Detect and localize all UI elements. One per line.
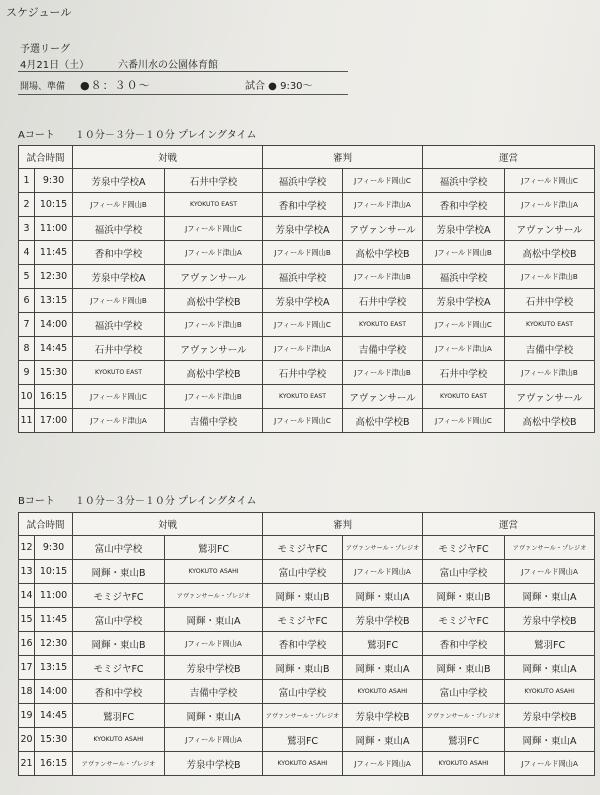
court-a-heading: Aコート １０分－３分－１０分 プレイングタイム bbox=[18, 130, 257, 141]
cell-team1: 石井中学校 bbox=[73, 337, 165, 361]
cell-op2: Jフィールド岡山C bbox=[505, 169, 595, 193]
cell-no: 12 bbox=[19, 536, 35, 560]
cell-ref2: Jフィールド津山B bbox=[343, 265, 423, 289]
cell-op1: モミジヤFC bbox=[423, 536, 505, 560]
cell-op1: Jフィールド岡山B bbox=[423, 241, 505, 265]
cell-time: 11:00 bbox=[35, 217, 73, 241]
table-row bbox=[19, 337, 595, 361]
cell-op2: アヴァンサール bbox=[505, 217, 595, 241]
cell-op2: Jフィールド津山B bbox=[505, 265, 595, 289]
cell-no: 7 bbox=[19, 313, 35, 337]
match-start-time: 試合 ● 9:30～ bbox=[245, 81, 313, 92]
cell-op1: 富山中学校 bbox=[423, 680, 505, 704]
cell-team1: 福浜中学校 bbox=[73, 217, 165, 241]
cell-no: 6 bbox=[19, 289, 35, 313]
cell-ref2: アヴァンサール bbox=[343, 217, 423, 241]
cell-no: 20 bbox=[19, 728, 35, 752]
header-time: 試合時間 bbox=[19, 513, 73, 536]
cell-no: 16 bbox=[19, 632, 35, 656]
cell-no: 3 bbox=[19, 217, 35, 241]
cell-op2: Jフィールド津山B bbox=[505, 361, 595, 385]
cell-time: 10:15 bbox=[35, 193, 73, 217]
cell-time: 15:30 bbox=[35, 361, 73, 385]
cell-team1: Jフィールド岡山B bbox=[73, 289, 165, 313]
table-row bbox=[19, 361, 595, 385]
cell-no: 21 bbox=[19, 752, 35, 776]
cell-op1: 香和中学校 bbox=[423, 632, 505, 656]
cell-time: 14:00 bbox=[35, 313, 73, 337]
header-match: 対戦 bbox=[73, 513, 263, 536]
cell-team2: 高松中学校B bbox=[165, 361, 263, 385]
cell-op1: 鷲羽FC bbox=[423, 728, 505, 752]
cell-time: 16:15 bbox=[35, 752, 73, 776]
cell-op1: 石井中学校 bbox=[423, 361, 505, 385]
cell-team2: アヴァンサール・プレジオ bbox=[165, 584, 263, 608]
league-label: 予選リーグ bbox=[20, 44, 70, 55]
court-b-heading: Bコート １０分－３分－１０分 プレイングタイム bbox=[18, 496, 257, 507]
cell-op1: アヴァンサール・プレジオ bbox=[423, 704, 505, 728]
cell-no: 1 bbox=[19, 169, 35, 193]
header-match: 対戦 bbox=[73, 146, 263, 169]
cell-no: 19 bbox=[19, 704, 35, 728]
cell-ref2: Jフィールド岡山A bbox=[343, 752, 423, 776]
cell-team2: Jフィールド岡山A bbox=[165, 632, 263, 656]
cell-op1: 香和中学校 bbox=[423, 193, 505, 217]
table-row bbox=[19, 656, 595, 680]
table-row bbox=[19, 241, 595, 265]
cell-op1: KYOKUTO ASAHI bbox=[423, 752, 505, 776]
header-referee: 審判 bbox=[263, 146, 423, 169]
cell-team2: Jフィールド岡山C bbox=[165, 217, 263, 241]
cell-ref2: 芳泉中学校B bbox=[343, 704, 423, 728]
cell-team2: 高松中学校B bbox=[165, 289, 263, 313]
cell-time: 15:30 bbox=[35, 728, 73, 752]
cell-ref2: 岡輝・東山A bbox=[343, 584, 423, 608]
table-row bbox=[19, 385, 595, 409]
cell-ref2: Jフィールド津山B bbox=[343, 361, 423, 385]
cell-time: 9:30 bbox=[35, 169, 73, 193]
cell-team1: Jフィールド岡山C bbox=[73, 385, 165, 409]
cell-op2: Jフィールド岡山A bbox=[505, 560, 595, 584]
cell-time: 14:00 bbox=[35, 680, 73, 704]
table-row bbox=[19, 584, 595, 608]
cell-op1: 岡輝・東山B bbox=[423, 584, 505, 608]
header-time: 試合時間 bbox=[19, 146, 73, 169]
cell-op2: KYOKUTO ASAHI bbox=[505, 680, 595, 704]
cell-ref2: アヴァンサール bbox=[343, 385, 423, 409]
header-management: 運営 bbox=[423, 513, 595, 536]
cell-ref2: 芳泉中学校B bbox=[343, 608, 423, 632]
table-header-row bbox=[19, 513, 595, 536]
cell-op2: Jフィールド岡山A bbox=[505, 752, 595, 776]
cell-no: 4 bbox=[19, 241, 35, 265]
event-date: 4月21日（土） bbox=[20, 60, 90, 71]
cell-ref1: 福浜中学校 bbox=[263, 265, 343, 289]
table-row bbox=[19, 289, 595, 313]
cell-team2: KYOKUTO EAST bbox=[165, 193, 263, 217]
table-row bbox=[19, 560, 595, 584]
event-venue: 六番川水の公園体育館 bbox=[118, 60, 218, 71]
court-a-schedule-table bbox=[18, 145, 595, 433]
table-row bbox=[19, 409, 595, 433]
cell-ref1: 岡輝・東山B bbox=[263, 656, 343, 680]
cell-ref1: Jフィールド岡山C bbox=[263, 313, 343, 337]
cell-ref1: Jフィールド岡山B bbox=[263, 241, 343, 265]
cell-team1: 鷲羽FC bbox=[73, 704, 165, 728]
cell-time: 16:15 bbox=[35, 385, 73, 409]
cell-team2: 吉備中学校 bbox=[165, 409, 263, 433]
cell-team1: アヴァンサール・プレジオ bbox=[73, 752, 165, 776]
cell-time: 12:30 bbox=[35, 265, 73, 289]
cell-no: 15 bbox=[19, 608, 35, 632]
cell-op2: 芳泉中学校B bbox=[505, 608, 595, 632]
cell-no: 8 bbox=[19, 337, 35, 361]
cell-ref1: モミジヤFC bbox=[263, 608, 343, 632]
cell-team1: 富山中学校 bbox=[73, 536, 165, 560]
cell-ref1: 福浜中学校 bbox=[263, 169, 343, 193]
table-row bbox=[19, 728, 595, 752]
cell-ref1: 鷲羽FC bbox=[263, 728, 343, 752]
table-row bbox=[19, 265, 595, 289]
cell-team1: 香和中学校 bbox=[73, 241, 165, 265]
cell-op2: Jフィールド津山A bbox=[505, 193, 595, 217]
cell-team2: Jフィールド津山B bbox=[165, 313, 263, 337]
cell-no: 17 bbox=[19, 656, 35, 680]
cell-team2: 岡輝・東山A bbox=[165, 704, 263, 728]
cell-op1: 岡輝・東山B bbox=[423, 656, 505, 680]
cell-ref2: 吉備中学校 bbox=[343, 337, 423, 361]
cell-ref2: アヴァンサール・プレジオ bbox=[343, 536, 423, 560]
cell-ref2: Jフィールド岡山C bbox=[343, 169, 423, 193]
table-row bbox=[19, 217, 595, 241]
cell-time: 13:15 bbox=[35, 289, 73, 313]
cell-no: 18 bbox=[19, 680, 35, 704]
cell-ref2: Jフィールド岡山A bbox=[343, 560, 423, 584]
cell-team1: KYOKUTO EAST bbox=[73, 361, 165, 385]
cell-ref1: KYOKUTO ASAHI bbox=[263, 752, 343, 776]
cell-team2: 石井中学校 bbox=[165, 169, 263, 193]
cell-op2: 高松中学校B bbox=[505, 409, 595, 433]
divider bbox=[18, 94, 348, 95]
cell-op2: 石井中学校 bbox=[505, 289, 595, 313]
cell-time: 13:15 bbox=[35, 656, 73, 680]
cell-op1: モミジヤFC bbox=[423, 608, 505, 632]
cell-op2: 岡輝・東山A bbox=[505, 656, 595, 680]
cell-ref1: アヴァンサール・プレジオ bbox=[263, 704, 343, 728]
cell-team2: 岡輝・東山A bbox=[165, 608, 263, 632]
cell-op1: Jフィールド津山A bbox=[423, 337, 505, 361]
cell-team2: KYOKUTO ASAHI bbox=[165, 560, 263, 584]
cell-op2: KYOKUTO EAST bbox=[505, 313, 595, 337]
cell-ref1: 芳泉中学校A bbox=[263, 217, 343, 241]
cell-team2: Jフィールド岡山A bbox=[165, 728, 263, 752]
cell-op2: 岡輝・東山A bbox=[505, 728, 595, 752]
table-row bbox=[19, 169, 595, 193]
cell-ref1: 岡輝・東山B bbox=[263, 584, 343, 608]
cell-no: 2 bbox=[19, 193, 35, 217]
table-row bbox=[19, 752, 595, 776]
cell-ref1: KYOKUTO EAST bbox=[263, 385, 343, 409]
cell-op2: 吉備中学校 bbox=[505, 337, 595, 361]
cell-ref1: 香和中学校 bbox=[263, 193, 343, 217]
cell-ref2: 石井中学校 bbox=[343, 289, 423, 313]
cell-ref1: 香和中学校 bbox=[263, 632, 343, 656]
cell-ref1: 富山中学校 bbox=[263, 680, 343, 704]
cell-team2: 芳泉中学校B bbox=[165, 752, 263, 776]
cell-no: 5 bbox=[19, 265, 35, 289]
cell-op2: アヴァンサール・プレジオ bbox=[505, 536, 595, 560]
cell-team1: Jフィールド津山A bbox=[73, 409, 165, 433]
table-row bbox=[19, 193, 595, 217]
cell-team2: Jフィールド津山B bbox=[165, 385, 263, 409]
divider bbox=[18, 71, 348, 72]
cell-team1: 香和中学校 bbox=[73, 680, 165, 704]
cell-time: 17:00 bbox=[35, 409, 73, 433]
cell-op2: アヴァンサール bbox=[505, 385, 595, 409]
cell-team1: 岡輝・東山B bbox=[73, 632, 165, 656]
page-title: スケジュール bbox=[6, 6, 72, 19]
cell-team1: モミジヤFC bbox=[73, 656, 165, 680]
cell-time: 11:00 bbox=[35, 584, 73, 608]
cell-op1: Jフィールド岡山C bbox=[423, 409, 505, 433]
cell-team2: アヴァンサール bbox=[165, 337, 263, 361]
header-referee: 審判 bbox=[263, 513, 423, 536]
cell-ref2: KYOKUTO EAST bbox=[343, 313, 423, 337]
cell-time: 14:45 bbox=[35, 337, 73, 361]
cell-time: 12:30 bbox=[35, 632, 73, 656]
cell-ref1: Jフィールド岡山C bbox=[263, 409, 343, 433]
cell-op1: 芳泉中学校A bbox=[423, 289, 505, 313]
table-row bbox=[19, 704, 595, 728]
cell-time: 14:45 bbox=[35, 704, 73, 728]
cell-team1: 芳泉中学校A bbox=[73, 265, 165, 289]
cell-ref1: 富山中学校 bbox=[263, 560, 343, 584]
cell-team1: 岡輝・東山B bbox=[73, 560, 165, 584]
cell-team1: モミジヤFC bbox=[73, 584, 165, 608]
table-header-row bbox=[19, 146, 595, 169]
table-row bbox=[19, 536, 595, 560]
cell-ref1: 芳泉中学校A bbox=[263, 289, 343, 313]
cell-no: 13 bbox=[19, 560, 35, 584]
open-label: 開場、準備 bbox=[20, 82, 66, 92]
cell-op1: Jフィールド岡山C bbox=[423, 313, 505, 337]
cell-no: 9 bbox=[19, 361, 35, 385]
table-row bbox=[19, 632, 595, 656]
cell-no: 14 bbox=[19, 584, 35, 608]
cell-ref2: Jフィールド津山A bbox=[343, 193, 423, 217]
cell-op2: 芳泉中学校B bbox=[505, 704, 595, 728]
header-management: 運営 bbox=[423, 146, 595, 169]
cell-time: 11:45 bbox=[35, 608, 73, 632]
cell-ref2: 鷲羽FC bbox=[343, 632, 423, 656]
court-b-schedule-table bbox=[18, 512, 595, 776]
cell-ref1: 石井中学校 bbox=[263, 361, 343, 385]
cell-op2: 鷲羽FC bbox=[505, 632, 595, 656]
cell-team2: アヴァンサール bbox=[165, 265, 263, 289]
cell-no: 10 bbox=[19, 385, 35, 409]
cell-ref2: KYOKUTO ASAHI bbox=[343, 680, 423, 704]
cell-team1: KYOKUTO ASAHI bbox=[73, 728, 165, 752]
cell-ref2: 岡輝・東山A bbox=[343, 728, 423, 752]
cell-time: 9:30 bbox=[35, 536, 73, 560]
cell-team1: 芳泉中学校A bbox=[73, 169, 165, 193]
cell-op1: KYOKUTO EAST bbox=[423, 385, 505, 409]
cell-op1: 芳泉中学校A bbox=[423, 217, 505, 241]
cell-time: 10:15 bbox=[35, 560, 73, 584]
cell-op1: 福浜中学校 bbox=[423, 265, 505, 289]
cell-time: 11:45 bbox=[35, 241, 73, 265]
cell-op1: 福浜中学校 bbox=[423, 169, 505, 193]
table-row bbox=[19, 313, 595, 337]
cell-op1: 富山中学校 bbox=[423, 560, 505, 584]
cell-op2: 岡輝・東山A bbox=[505, 584, 595, 608]
cell-ref1: Jフィールド津山A bbox=[263, 337, 343, 361]
open-time: ●８：３０～ bbox=[80, 79, 151, 92]
cell-ref2: 高松中学校B bbox=[343, 409, 423, 433]
cell-ref1: モミジヤFC bbox=[263, 536, 343, 560]
cell-ref2: 岡輝・東山A bbox=[343, 656, 423, 680]
cell-team2: Jフィールド津山A bbox=[165, 241, 263, 265]
cell-team2: 鷲羽FC bbox=[165, 536, 263, 560]
table-row bbox=[19, 680, 595, 704]
cell-team1: 福浜中学校 bbox=[73, 313, 165, 337]
cell-team1: 富山中学校 bbox=[73, 608, 165, 632]
cell-team2: 芳泉中学校B bbox=[165, 656, 263, 680]
cell-op2: 高松中学校B bbox=[505, 241, 595, 265]
table-row bbox=[19, 608, 595, 632]
cell-team1: Jフィールド岡山B bbox=[73, 193, 165, 217]
cell-ref2: 高松中学校B bbox=[343, 241, 423, 265]
cell-team2: 吉備中学校 bbox=[165, 680, 263, 704]
cell-no: 11 bbox=[19, 409, 35, 433]
